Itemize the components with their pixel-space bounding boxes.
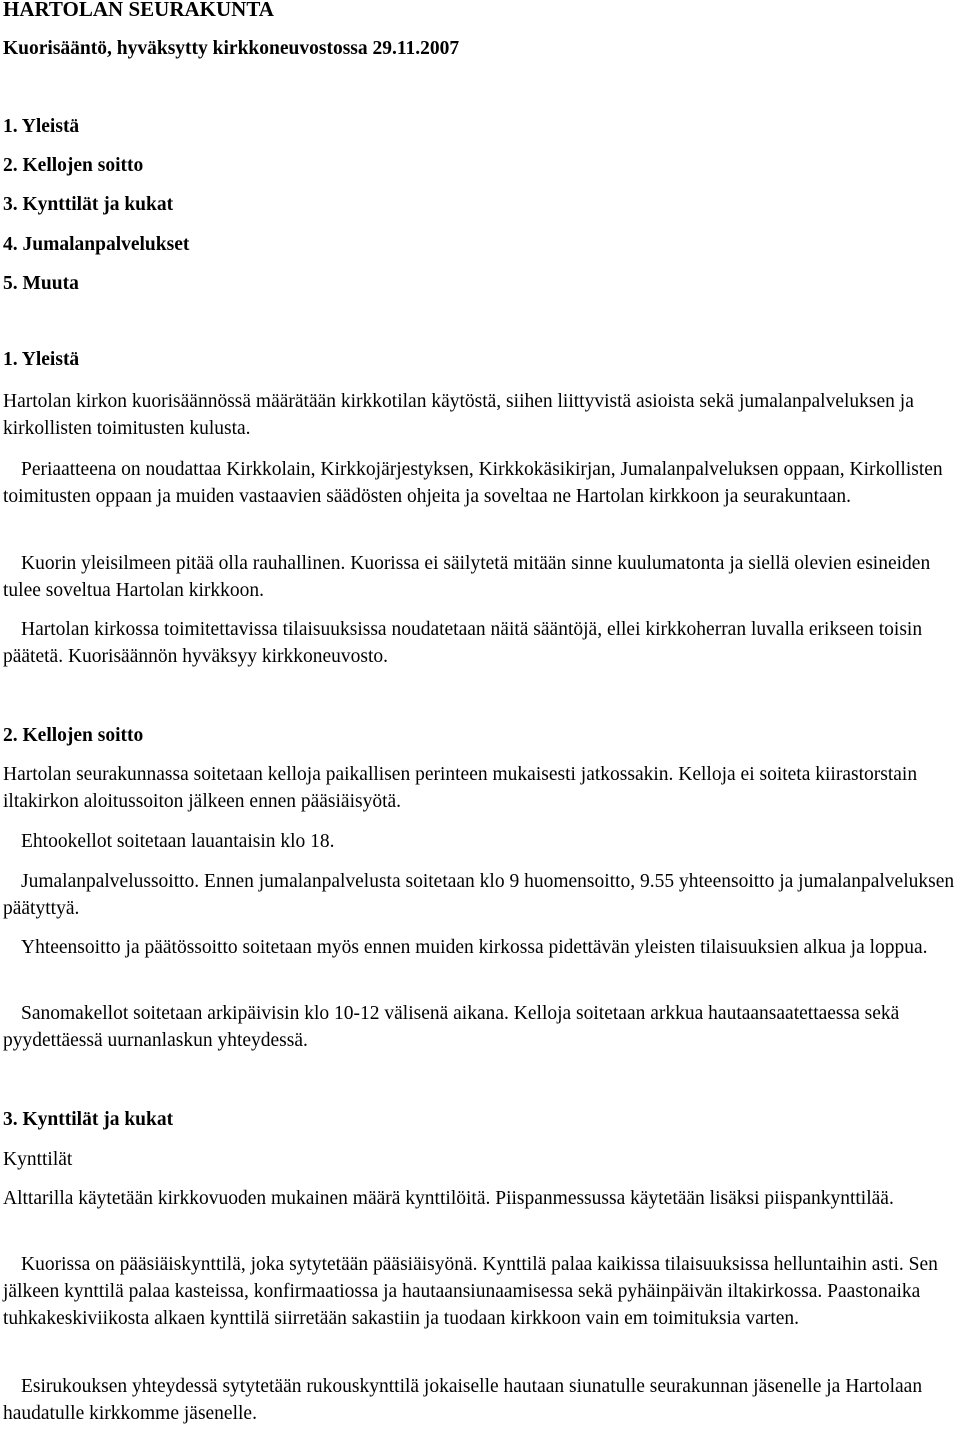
toc-item: 1. Yleistä xyxy=(3,116,80,137)
section-heading: 3. Kynttilät ja kukat xyxy=(3,1109,174,1130)
paragraph: Hartolan kirkossa toimitettavissa tilaisuuksissa noudatetaan näitä sääntöjä, ellei kirkkoherran luvalla erikseen toisin päätetä. Kuorisäännön hyväksyy kirkkoneuvosto. xyxy=(3,619,923,667)
toc-item: 5. Muuta xyxy=(3,273,79,294)
paragraph: Kuorin yleisilmeen pitää olla rauhallinen. Kuorissa ei säilytetä mitään sinne kuulumatonta ja siellä olevien esineiden tulee soveltua Hartolan kirkkoon. xyxy=(3,553,931,601)
paragraph: Hartolan seurakunnassa soitetaan kelloja paikallisen perinteen mukaisesti jatkossakin. Kelloja ei soiteta kiirastorstain iltakirkon aloitussoiton jälkeen ennen pääsiäisyötä. xyxy=(3,764,918,812)
section-heading: 2. Kellojen soitto xyxy=(3,725,144,746)
paragraph: Jumalanpalvelussoitto. Ennen jumalanpalvelusta soitetaan klo 9 huomensoitto, 9.55 yhteensoitto ja jumalanpalveluksen päätyttyä. xyxy=(3,871,955,919)
paragraph: Ehtookellot soitetaan lauantaisin klo 18. xyxy=(21,831,335,852)
paragraph: Esirukouksen yhteydessä sytytetään rukouskynttilä jokaiselle hautaan siunatulle seurakunnan jäsenelle ja Hartolaan haudatulle kirkkomme jäsenelle. xyxy=(3,1376,923,1424)
subheading: Kynttilät xyxy=(3,1149,73,1170)
paragraph: Alttarilla käytetään kirkkovuoden mukainen määrä kynttilöitä. Piispanmessussa käytetään lisäksi piispankynttilää. xyxy=(3,1188,894,1209)
section-heading: 1. Yleistä xyxy=(3,349,80,370)
toc-item: 4. Jumalanpalvelukset xyxy=(3,234,190,255)
paragraph: Periaatteena on noudattaa Kirkkolain, Kirkkojärjestyksen, Kirkkokäsikirjan, Jumalanpalveluksen oppaan, Kirkollisten toimitusten oppaan ja muiden vastaavien säädösten ohjeita ja soveltaa ne Hartolan kirkkoon ja seurakuntaan. xyxy=(3,459,943,507)
toc-item: 3. Kynttilät ja kukat xyxy=(3,194,174,215)
document-title: HARTOLAN SEURAKUNTA xyxy=(3,0,274,21)
paragraph: Kuorissa on pääsiäiskynttilä, joka sytytetään pääsiäisyönä. Kynttilä palaa kaikissa tilaisuuksissa helluntaihin asti. Sen jälkeen kynttilä palaa kasteissa, konfirmaatiossa ja hautaansiunaamisessa sekä pyhäinpäivän iltakirkossa. Paastonaika tuhkakeskiviikosta alkaen kynttilä siirretään sakastiin ja tuodaan kirkkoon vain em toimituksia varten. xyxy=(3,1254,938,1329)
document-subtitle: Kuorisääntö, hyväksytty kirkkoneuvostossa 29.11.2007 xyxy=(3,38,460,59)
paragraph: Hartolan kirkon kuorisäännössä määrätään kirkkotilan käytöstä, siihen liittyvistä asioista sekä jumalanpalveluksen ja kirkollisten toimitusten kulusta. xyxy=(3,391,914,439)
toc-item: 2. Kellojen soitto xyxy=(3,155,144,176)
paragraph: Sanomakellot soitetaan arkipäivisin klo 10-12 välisenä aikana. Kelloja soitetaan arkkua hautaansaatettaessa sekä pyydettäessä uurnanlaskun yhteydessä. xyxy=(3,1003,900,1051)
paragraph: Yhteensoitto ja päätössoitto soitetaan myös ennen muiden kirkossa pidettävän yleisten tilaisuuksien alkua ja loppua. xyxy=(21,937,928,958)
